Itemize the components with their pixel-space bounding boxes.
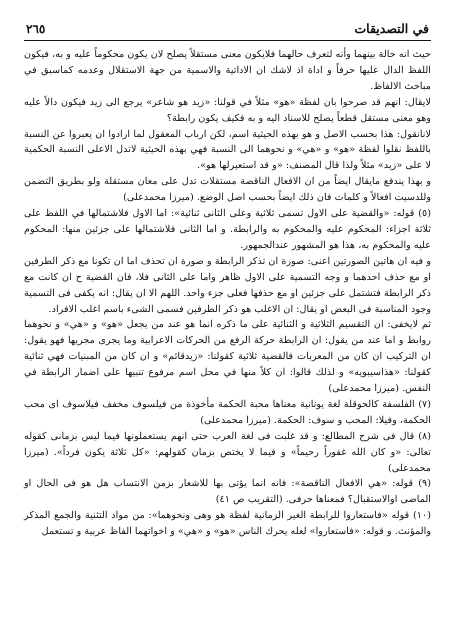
paragraph-4: و بهذا يندفع مايقال ايضاً من ان الافعال الناقصة مستقلات تدل على معان مستقلة ولو بطريق التضمن وللدسيت افعالاً و كلمات فان ذلك ايضاً بحسب اصل الوضع. (ميرزا محمدعلى) xyxy=(24,176,431,204)
paragraph-3: لانانقول: هذا بحسب الاصل و هو بهذه الحيثية اسم، لكن ارباب المعقول لما ارادوا ان يعبروا عن النسبة باللفظ نقلوا لفظة «هو» و «هي» و نحوهما الى النسبة فهي بهذه الحيثية لاتدل الاعلى النسبة الحكمية لا على «زيد» مثلاً ولذا قال المصنف: «و قد استعيرلها هو». xyxy=(24,128,431,172)
footnote-5: (٥) قوله: «والقضية على الاول تسمى ثلاثية وعلى الثانى ثنائية»: اما الاول فلاشتمالها في اللفظ على ثلاثة اجزاء: المحكوم عليه والمحكوم به والرابطة. و اما الثانى فلاشتمالها على جزئين منها: المحكوم عليه والمحكوم به، هذا هو المشهور عندالجمهور. xyxy=(24,208,431,251)
footnote-10: (١٠) قوله «فاستعاروا للرابطة الغير الزمانية لفظة هو وهى ونحوهما»: من مواد التثنية والجمع المذكر والمؤنث. و قوله: «فاستعاروا» لعله يحرك الناس «هو» و «هي» و اخواتهما الفاظ عربية و تستعمل xyxy=(24,510,431,538)
page-number: ٢٦٥ xyxy=(26,22,46,36)
footnote-9: (٩) قوله: «هي الافعال الناقصة»: فانه انما يؤتى بها للاشعار بزمن الانتساب هل هو فى الحال او الماضى اوالاستقبال؟ فمعناها حرفى. (التقريب ص ٤١) xyxy=(24,478,431,506)
footnote-7: (٧) الفلسفة كالحوقلة لغة يونانية معناها محبة الحكمة مأخوذة من فيلسوف مخفف فيلاسوف اى محب الحكمة، وفيلا: المحب و سوف: الحكمة. (ميرزا محمدعلى) xyxy=(24,398,431,426)
paragraph-6: و فيه ان هاتين الصورتين اعنى: صورة ان تذكر الرابطة و صورة ان تحذف اما ان تكونا مع ذكر الطرفين او مع حذف احدهما و وجه التسمية على الاول ظاهر واما على الثانى فلا، فان القضية ح ان كانت مع ذكر الرابطة فتشتمل على جزئين او مع حذفها فعلى جزء واحد. اللهم الا ان يقال: انه يكفى فى التسمية وجود المناسبة فى البعض او يقال: ان الاغلب هو ذكر الطرفين فسمى الشىء باسم اغلب الافراد. xyxy=(24,255,431,315)
paragraph-2: لايقال: انهم قد صرحوا بان لفظة «هو» مثلاً في قولنا: «زيد هو شاعر» يرجع الى زيد فيكون دالاً عليه وهو معنى مستقل قطعاً يصلح للاسناد اليه و به فكيف يكون رابطة؟ xyxy=(24,96,431,124)
header-rule xyxy=(24,40,431,41)
running-title: ﻓﻲ التصديقات xyxy=(354,21,429,36)
page-header xyxy=(24,14,431,38)
paragraph-7: ثم لايخفى: ان التقسيم الثلاثية و الثنائية على ما ذكره انما هو عند من يجعل «هو» و «هي» و نحوهما روابط و اما عند من يقول: ان الرابطة حركة الرفع من الحركات الاعرابية وما يجرى مجريها فهو يقول: ان التركيب ان كان من المعربات فالقضية ثلاثية كقولنا: «زيدقائم» و ان كان من المبنيات فهي ثنائية كقولنا: «هذاسيبويه» و لذلك قالوا: ان كلاً منها في محل اسم مرفوع تنبيها على اضمار الرابطة في النفس. (ميرزا محمدعلى) xyxy=(24,319,431,395)
footnote-8: (٨) قال فى شرح المطالع: و قد غلبت فى لغة العرب حتى انهم يستعملونها فيما ليس بزمانى كقوله تعالى: «و كان الله غفوراً رحيماً» و فيما لا يختص بزمان كقولهم: «كل ثلاثة يكون فرداً». (ميرزا محمدعلى) xyxy=(24,430,431,474)
page-body xyxy=(24,47,431,540)
paragraph-1: حيث انه حالة بينهما وأنه لتعرف حالهما فلايكون معنى مستقلاً يصلح لان يكون محكوماً عليه و به، فيكون اللفظ الدال عليها حرفاً و اداة اذ لاشك ان الاداتية والاسمية من جهة الاستقلال وعدمه كماسبق في مباحث الالفاظ. xyxy=(24,49,431,92)
